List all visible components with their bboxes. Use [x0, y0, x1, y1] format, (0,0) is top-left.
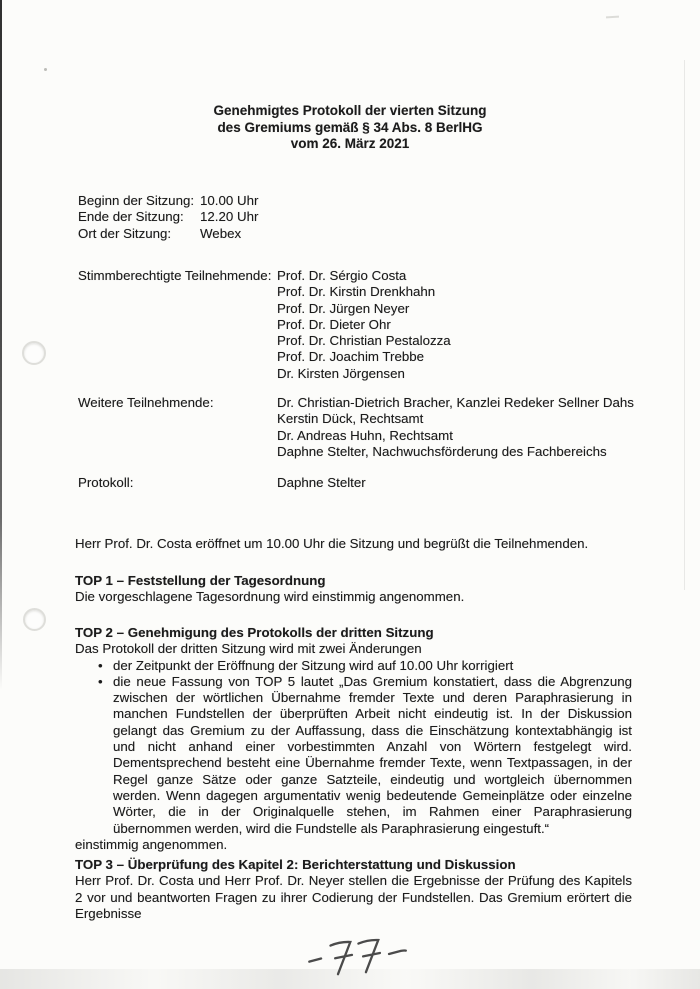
voting-participants-label: Stimmberechtigte Teilnehmende: — [78, 268, 272, 283]
top2-closing: einstimmig angenommen. — [75, 836, 228, 852]
session-start-label: Beginn der Sitzung: — [78, 193, 195, 208]
top2-change-list — [75, 658, 632, 837]
participant-name: Daphne Stelter, Nachwuchsförderung des Fachbereichs — [277, 443, 607, 459]
top1-heading: TOP 1 – Feststellung der Tagesordnung — [75, 573, 326, 588]
other-participants — [78, 395, 640, 460]
top2-change-item: • die neue Fassung von TOP 5 lautet „Das Gremium konstatiert, dass die Abgrenzung zwischen der wörtlichen Übernahme fremder Texte und deren Paraphrasierung in manchen Fundstellen der überprüften Arbeit nicht eindeutig ist. In der Diskussion gelangt das Gremium zu der Auffassung, dass die Einschätzung kontextabhängig ist und nicht anhand einer vorbestimmten Anzahl von Wörtern festgelegt wird. Dementsprechend besteht eine Übernahme fremder Texte, wenn Textpassagen, in der Regel ganze Sätze oder ganze Satzteile, eindeutig und wortgleich übernommen werden. Wenn dagegen argumentativ wenig bedeutende Gemeinplätze oder einzelne Wörter, die in der Originalquelle stehen, im Rahmen einer Paraphrasierung übernommen werden, wird die Fundstelle als Paraphrasierung eingestuft.“ — [113, 674, 632, 837]
scan-speck — [606, 16, 619, 19]
session-info-row — [78, 226, 258, 242]
participant-name: Prof. Dr. Jürgen Neyer — [277, 300, 410, 316]
protocol-label: Protokoll: — [78, 475, 134, 490]
top2-heading: TOP 2 – Genehmigung des Protokolls der dritten Sitzung — [75, 625, 434, 640]
voting-participants-list — [277, 268, 640, 382]
session-end-label: Ende der Sitzung: — [78, 209, 184, 225]
document-title-line: vom 26. März 2021 — [290, 136, 410, 152]
top2-change-item: • der Zeitpunkt der Eröffnung der Sitzung wird auf 10.00 Uhr korrigiert — [113, 658, 632, 674]
participant-name: Dr. Andreas Huhn, Rechtsamt — [277, 427, 453, 443]
section-top2 — [75, 625, 632, 853]
hole-punch-top — [22, 341, 46, 365]
participant-name: Prof. Dr. Dieter Ohr — [277, 316, 391, 332]
participant-name: Prof. Dr. Joachim Trebbe — [277, 349, 425, 365]
other-participants-label: Weitere Teilnehmende: — [78, 395, 214, 410]
participant-name: Prof. Dr. Sérgio Costa — [277, 268, 407, 283]
opening-paragraph: Herr Prof. Dr. Costa eröffnet um 10.00 Uhr die Sitzung und begrüßt die Teilnehmenden. — [75, 536, 589, 551]
session-info-row — [78, 209, 258, 225]
scan-speck — [44, 68, 47, 71]
session-info — [78, 193, 258, 242]
handwritten-page-number-strokes — [299, 927, 421, 983]
participant-name: Dr. Kirsten Jörgensen — [277, 365, 405, 381]
session-location-value: Webex — [200, 225, 242, 241]
section-top3 — [75, 857, 632, 922]
protocol-row — [78, 475, 640, 491]
hole-punch-bottom — [23, 608, 46, 631]
document-title-line: Genehmigtes Protokoll der vierten Sitzung — [213, 103, 487, 118]
session-info-row — [78, 193, 258, 209]
participant-name: Kerstin Dück, Rechtsamt — [277, 411, 424, 427]
session-end-value: 12.20 Uhr — [200, 209, 259, 225]
participant-name: Prof. Dr. Kirstin Drenkhahn — [277, 284, 436, 300]
participant-name: Dr. Christian-Dietrich Bracher, Kanzlei Redeker Sellner Dahs — [277, 395, 634, 410]
top3-heading: TOP 3 – Überprüfung des Kapitel 2: Berichterstattung und Diskussion — [75, 857, 516, 872]
session-location-label: Ort der Sitzung: — [78, 225, 172, 241]
protocol-value: Daphne Stelter — [277, 475, 366, 490]
participant-name: Prof. Dr. Christian Pestalozza — [277, 333, 451, 349]
document-title-line: des Gremiums gemäß § 34 Abs. 8 BerlHG — [217, 119, 483, 135]
document-title — [0, 103, 700, 153]
top1-text: Die vorgeschlagene Tagesordnung wird einstimmig angenommen. — [75, 589, 465, 605]
top2-intro: Das Protokoll der dritten Sitzung wird mit zwei Änderungen — [75, 641, 422, 657]
section-top1 — [75, 573, 632, 606]
session-start-value: 10.00 Uhr — [200, 193, 259, 208]
handwritten-page-number — [299, 927, 421, 983]
voting-participants — [78, 268, 640, 382]
top3-text: Herr Prof. Dr. Costa und Herr Prof. Dr. Neyer stellen die Ergebnisse der Prüfung des Kapitels 2 vor und beantworten Fragen zu ihrer Codierung der Fundstellen. Das Gremium erörtert die Ergebnisse — [75, 873, 632, 921]
other-participants-list — [277, 395, 640, 460]
